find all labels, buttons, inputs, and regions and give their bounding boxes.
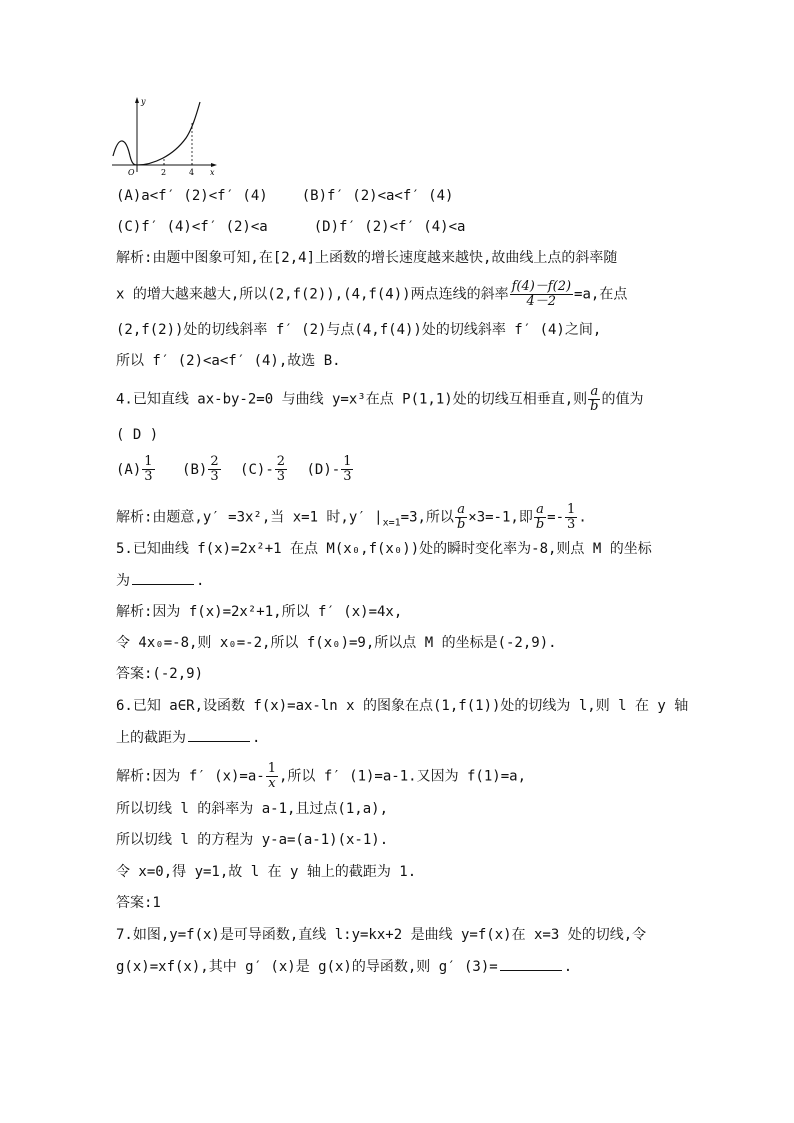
q5-answer: 答案:(-2,9) [116,666,204,682]
q6-stem-line-1: 6.已知 a∈R,设函数 f(x)=ax-ln x 的图象在点(1,f(1))处的切线为 l,则 l 在 y 轴 [116,698,689,714]
q7-stem-line-1: 7.如图,y=f(x)是可导函数,直线 l:y=kx+2 是曲线 y=f(x)在 x=3 处的切线,令 [116,927,647,943]
q7-stem-line-2: g(x)=xf(x),其中 g′ (x)是 g(x)的导函数,则 g′ (3)= . [116,956,572,977]
origin-label: O [128,168,135,176]
q4-option-b: (B) $\frac{2}{3}$ [182,454,219,484]
q6-solution-line-2: 所以切线 l 的斜率为 a-1,且过点(1,a), [116,801,389,817]
tick-label-2: 2 [161,168,167,176]
q3-options-row-1 [116,186,453,206]
q3-option-b: (B)f′ (2)<a<f′ (4) [301,188,454,204]
q4-options [116,455,354,484]
q4-option-d: (D)- $\frac{1}{3}$ [306,454,352,484]
tick-label-4: 4 [189,168,195,176]
q7-answer-blank [500,956,562,971]
q4-solution: 解析:由题意,y′ =3x²,当 x=1 时,y′ $|_{x=1}=3$,所以 $\frac{a}{b}$ ×3=-1,即 $\frac{a}{b}$ =- $\frac{1}{3}$ . [116,502,587,532]
q3-options-row-2 [116,217,465,237]
q3-solution-line-3: (2,f(2))处的切线斜率 f′ (2)与点(4,f(4))处的切线斜率 f′ (4)之间, [116,322,602,338]
q6-answer: 答案:1 [116,895,161,911]
q4-answer-bracket: ( D ) [116,427,159,443]
q6-stem-line-2: 上的截距为 . [116,727,260,748]
q3-option-a: (A)a<f′ (2)<f′ (4) [116,188,268,204]
q4-stem: 4.已知直线 ax-by-2=0 与曲线 y=x³在点 P(1,1)处的切线互相垂直,则 $\frac{a}{b}$ 的值为 [116,384,644,414]
x-axis-label: x [210,168,215,176]
q3-solution-line-4: 所以 f′ (2)<a<f′ (4),故选 B. [116,353,341,369]
q5-stem-line-2: 为 . [116,570,204,591]
q3-option-d: (D)f′ (2)<f′ (4)<a [313,219,466,235]
q6-solution-line-3: 所以切线 l 的方程为 y-a=(a-1)(x-1). [116,832,389,848]
q3-solution-line-1: 解析:由题中图象可知,在[2,4]上函数的增长速度越来越快,故曲线上点的斜率随 [116,250,618,266]
q5-solution-line-2: 令 4x₀=-8,则 x₀=-2,所以 f(x₀)=9,所以点 M 的坐标是(-2,9). [116,635,557,651]
q3-option-c: (C)f′ (4)<f′ (2)<a [116,219,268,235]
q5-answer-blank [132,570,194,585]
q6-solution-line-4: 令 x=0,得 y=1,故 l 在 y 轴上的截距为 1. [116,864,417,880]
q5-solution-line-1: 解析:因为 f(x)=2x²+1,所以 f′ (x)=4x, [116,604,403,620]
q4-option-a: (A) $\frac{1}{3}$ [116,454,153,484]
slope-fraction: $\frac{f(4)-f(2)}{4-2}$ [511,279,572,309]
function-graph [108,94,220,176]
q5-stem-line-1: 5.已知曲线 f(x)=2x²+1 在点 M(x₀,f(x₀))处的瞬时变化率为-8,则点 M 的坐标 [116,541,652,557]
curve [113,102,200,165]
q3-solution-line-2: x 的增大越来越大,所以(2,f(2)),(4,f(4))两点连线的斜率 $\frac{f(4)-f(2)}{4-2}$ =a,在点 [116,279,628,309]
q6-answer-blank [188,727,250,742]
q6-solution-line-1: 解析:因为 f′ (x)=a- $\frac{1}{x}$ ,所以 f′ (1)=a-1.又因为 f(1)=a, [116,761,527,791]
y-axis [135,97,139,172]
a-over-b-fraction: $\frac{a}{b}$ [590,384,599,414]
q4-option-c: (C)- $\frac{2}{3}$ [240,454,286,484]
y-axis-label: y [141,97,146,106]
